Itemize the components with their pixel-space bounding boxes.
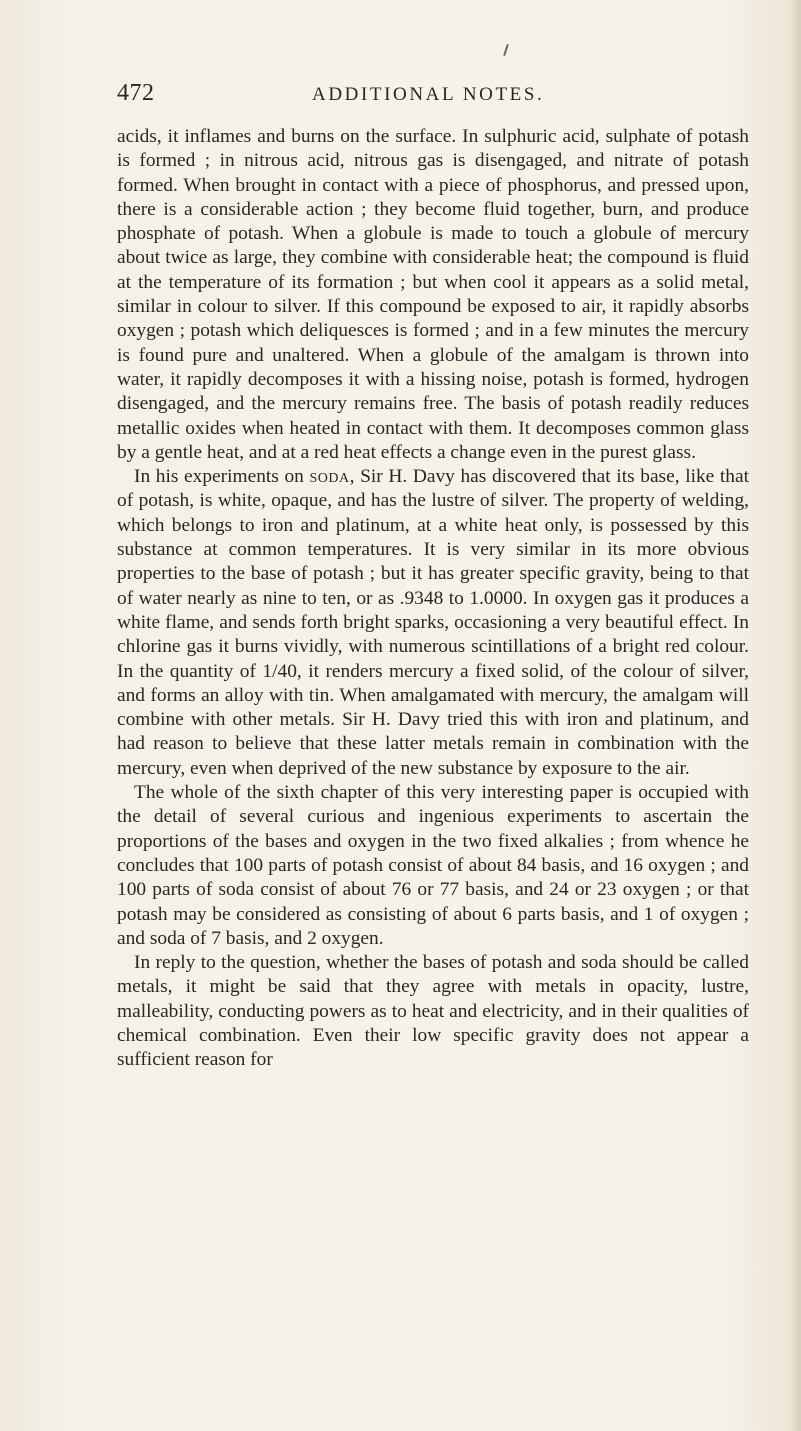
paragraph-sixth-chapter: The whole of the sixth chapter of this very interesting paper is occupied with the detail of several curious and ingenious experiments to ascertain the proportions of the bases and oxygen in the two fixed alkalies ; from whence he concludes that 100 parts of potash consist of about 84 basis, and 16 oxygen ; and 100 parts of soda consist of about 76 or 77 basis, and 24 or 23 oxygen ; or that potash may be considered as consisting of about 6 parts basis, and 1 of oxygen ; and soda of 7 basis, and 2 oxygen.: [117, 782, 749, 949]
printer-mark: [503, 44, 509, 56]
paragraph-potash-reactions: acids, it inflames and burns on the surface. In sulphuric acid, sulphate of potash is formed ; in nitrous acid, nitrous gas is disengaged, and nitrate of potash formed. When brought in contact with a piece of phosphorus, and pressed upon, there is a considerable action ; they become fluid together, burn, and produce phosphate of potash. When a globule is made to touch a globule of mercury about twice as large, they combine with considerable heat; the compound is fluid at the temperature of its formation ; but when cool it appears as a solid metal, similar in colour to silver. If this compound be exposed to air, it rapidly absorbs oxygen ; potash which deliquesces is formed ; and in a few minutes the mercury is found pure and unaltered. When a globule of the amalgam is thrown into water, it rapidly decomposes it with a hissing noise, potash is formed, hydrogen disengaged, and the mercury remains free. The basis of potash readily reduces metallic oxides when heated in contact with them. It decomposes common glass by a gentle heat, and at a red heat effects a change even in the purest glass.: [117, 126, 749, 463]
body-text: [117, 125, 749, 1073]
paragraph-soda-experiments: [117, 465, 749, 781]
paragraph-lead-in: In his experiments on: [134, 466, 310, 488]
paragraph-continuation: , Sir H. Davy has discovered that its base, like that of potash, is white, opaque, and has the lustre of silver. The property of welding, which belongs to iron and platinum, at a white heat only, is possessed by this substance at common temperatures. It is very similar in its more obvious properties to the base of potash ; but it has greater specific gravity, being to that of water nearly as nine to ten, or as .9348 to 1.0000. In oxygen gas it produces a white flame, and sends forth bright sparks, occasioning a very beautiful effect. In chlorine gas it burns vividly, with numerous scintillations of a bright red colour. In the quantity of 1/40, it renders mercury a fixed solid, of the colour of silver, and forms an alloy with tin. When amalgamated with mercury, the amalgam will combine with other metals. Sir H. Davy tried this with iron and platinum, and had reason to believe that these latter metals remain in combination with the mercury, even when deprived of the new substance by exposure to the air.: [117, 466, 749, 779]
page-edge-shadow: [789, 0, 801, 1431]
smallcaps-term: soda: [309, 466, 350, 488]
page-header: [117, 80, 737, 110]
running-head: ADDITIONAL NOTES.: [312, 84, 545, 105]
paragraph-metals-question: In reply to the question, whether the bases of potash and soda should be called metals, it might be said that they agree with metals in opacity, lustre, malleability, conducting powers as to heat and electricity, and in their qualities of chemical combination. Even their low specific gravity does not appear a sufficient reason for: [117, 952, 749, 1071]
page-number: 472: [117, 80, 155, 106]
